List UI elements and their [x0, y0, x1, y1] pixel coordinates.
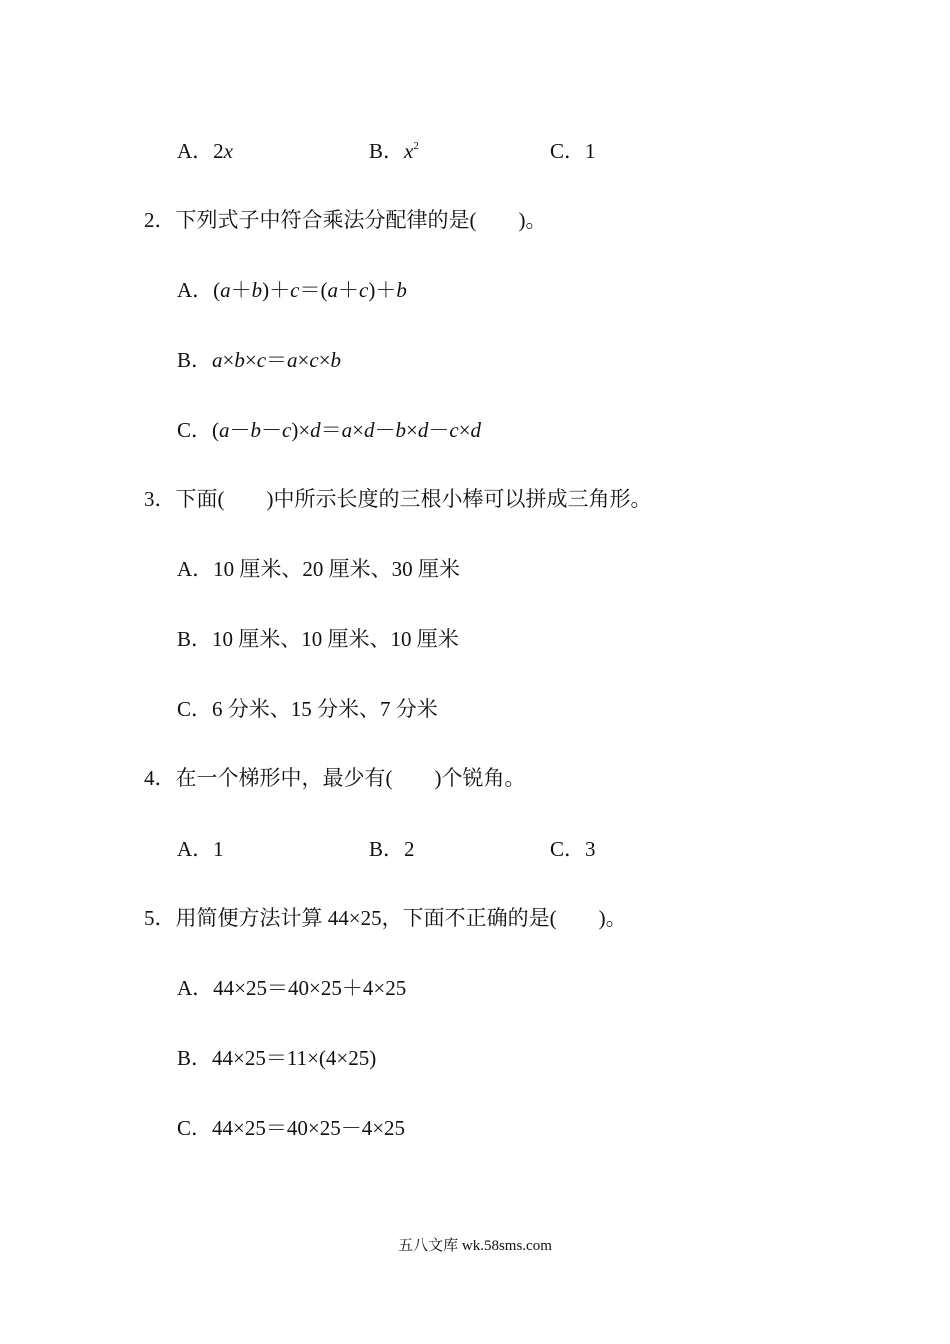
q2-option-b: B．a×b×c＝a×c×b: [177, 348, 342, 372]
q5-option-a: A．44×25＝40×25＋4×25: [177, 976, 407, 1000]
q3-option-b: B．10 厘米、10 厘米、10 厘米: [177, 627, 459, 651]
page-footer: 五八文库 wk.58sms.com: [398, 1238, 552, 1254]
q1-option-c: C．1: [550, 139, 596, 163]
q5-option-b: B．44×25＝11×(4×25): [177, 1046, 377, 1070]
q2-option-a: A．(a＋b)＋c＝(a＋c)＋b: [177, 278, 407, 302]
q3-option-c: C．6 分米、15 分米、7 分米: [177, 697, 438, 721]
question-3: 3．下面( )中所示长度的三根小棒可以拼成三角形。: [144, 487, 652, 511]
q1-option-a: A．2x: [177, 139, 233, 163]
question-5: 5．用简便方法计算 44×25，下面不正确的是( )。: [144, 906, 627, 930]
q2-option-c: C．(a－b－c)×d＝a×d－b×d－c×d: [177, 418, 482, 442]
q4-option-c: C．3: [550, 837, 596, 861]
question-4: 4．在一个梯形中，最少有( )个锐角。: [144, 766, 526, 790]
q4-option-b: B．2: [369, 837, 415, 861]
q3-option-a: A．10 厘米、20 厘米、30 厘米: [177, 557, 460, 581]
q4-option-a: A．1: [177, 837, 224, 861]
question-2: 2．下列式子中符合乘法分配律的是( )。: [144, 208, 547, 232]
q1-option-b: B．$x^2$: [369, 139, 419, 163]
q5-option-c: C．44×25＝40×25－4×25: [177, 1116, 406, 1140]
